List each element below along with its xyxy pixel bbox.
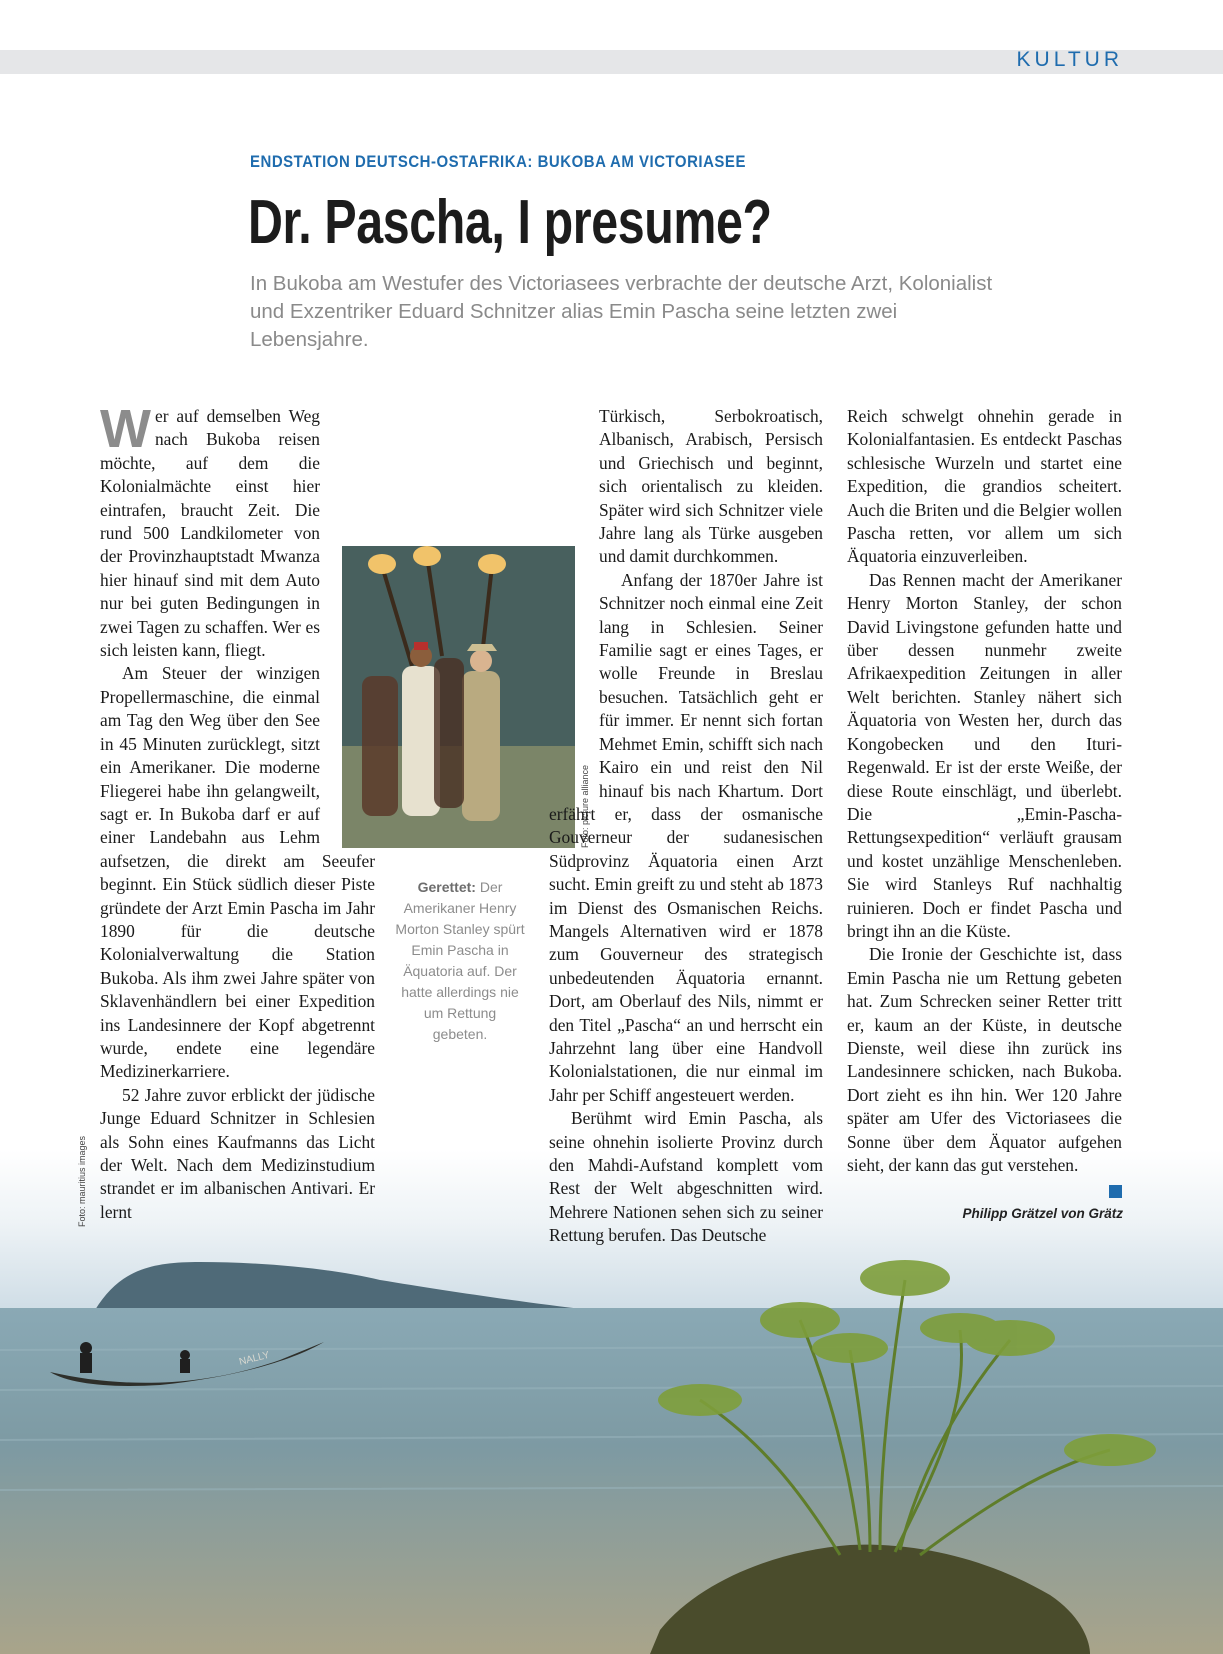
paragraph: Reich schwelgt ohnehin gerade in Kolonialfantasien. Es entdeckt Paschas schlesische Wurzeln und startet eine Expedition, die grandios scheitert. Auch die Briten und die Belgier wollen Pascha retten, vor allem um sich Äquatoria einzuverleiben. xyxy=(847,406,1122,567)
illustration-caption xyxy=(395,877,525,1045)
article-column-2 xyxy=(549,405,823,1248)
article-title: Dr. Pascha, I presume? xyxy=(248,188,772,257)
paragraph: Berühmt wird Emin Pascha, als seine ohnehin isolierte Provinz durch den Mahdi-Aufstand komplett vom Rest der Welt abgeschnitten wird. Mehrere Nationen sehen sich zu seiner Rettung berufen. Das Deutsche xyxy=(549,1108,823,1246)
paragraph: Anfang der 1870er Jahre ist Schnitzer noch einmal eine Zeit lang in Schlesien. Seiner Familie sagt er eines Tages, er wolle Freunde in Breslau besuchen. Tatsächlich geht er für immer. Er nennt sich fortan Mehmet Emin, schifft sich nach Kairo ein und reist den Nil hinauf bis nach Khartum. Dort erfährt er, dass der osmanische Gouverneur der sudanesischen Südprovinz Äquatoria einen Arzt sucht. Emin greift zu und steht ab 1873 im Dienst des Osmanischen Reichs. Mangels Alternativen wird er 1878 zum Gouverneur des strategisch unbedeutenden Äquatoria ernannt. Dort, am Oberlauf des Nils, nimmt er den Titel „Pascha“ an und herrscht ein Jahrzehnt lang über eine Handvoll Kolonialstationen, die nur einmal im Jahr per Schiff angesteuert werden. xyxy=(549,569,823,1105)
image-wrap-spacer xyxy=(320,525,375,831)
paragraph: 52 Jahre zuvor erblickt der jüdische Junge Eduard Schnitzer in Schlesien als Sohn eines Kaufmanns das Licht der Welt. Nach dem Medizinstudium strandet er im albanischen Antivari. Er lernt xyxy=(100,1084,375,1222)
caption-lead: Gerettet: xyxy=(417,879,476,895)
boat-name: NALLY xyxy=(238,1349,271,1368)
image-wrap-spacer xyxy=(549,522,599,798)
drop-cap: W xyxy=(100,399,151,459)
lake-photo-credit: Foto: mauritius images xyxy=(77,1135,87,1227)
paragraph: Das Rennen macht der Amerikaner Henry Morton Stanley, der schon David Livingstone gefunden hatte und über dessen nunmehr zweite Afrikaexpedition Zeitungen in aller Welt berichten. Stanley nähert sich Äquatoria von Westen her, durch das Kongobecken und den Ituri-Regenwald. Er ist der erste Weiße, der diese Route einschlägt, und überlebt. Die „Emin-Pascha-Rettungsexpedition“ verläuft grausam und kostet unzählige Menschenleben. Sie wird Stanleys Ruf nachhaltig ruinieren. Doch er findet Pascha und bringt ihn an die Küste. xyxy=(847,569,1122,941)
paragraph: Wer auf demselben Weg nach Bukoba reisen möchte, auf dem die Kolonialmächte einst hier eintrafen, braucht Zeit. Die rund 500 Landkilometer von der Provinzhauptstadt Mwanza hier hinauf sind mit dem Auto nur bei guten Bedingungen in zwei Tagen zu schaffen. Wer es sich leisten kann, fliegt. xyxy=(100,399,320,661)
author-byline: Philipp Grätzel von Grätz xyxy=(962,1206,1123,1221)
section-label: KULTUR xyxy=(1016,48,1123,71)
caption-text: Der Amerikaner Henry Morton Stanley spürt Emin Pascha in Äquatoria auf. Der hatte allerdings nie um Rettung gebeten. xyxy=(395,879,525,1042)
paragraph: Die Ironie der Geschichte ist, dass Emin Pascha nie um Rettung gebeten hat. Zum Schrecken seiner Retter tritt er, kaum an der Küste, in deutsche Dienste, weil diese ihn zurück ins Landesinnere schicken, nach Bukoba. Dort zieht es ihn hin. Wer 120 Jahre später am Ufer des Victoriasees die Sonne über dem Äquator aufgehen sieht, der kann das gut verstehen. xyxy=(847,944,1122,1175)
end-mark xyxy=(1109,1185,1122,1198)
article-kicker: ENDSTATION DEUTSCH-OSTAFRIKA: BUKOBA AM VICTORIASEE xyxy=(250,152,746,171)
article-column-3 xyxy=(847,405,1122,1177)
paragraph: Türkisch, Serbokroatisch, Albanisch, Arabisch, Persisch und Griechisch und beginnt, sich orientalisch zu kleiden. Später wird sich Schnitzer viele Jahre lang als Türke ausgeben und damit durchkommen. xyxy=(599,406,823,567)
article-column-1 xyxy=(100,399,375,1224)
illustration-credit: Foto: picture alliance xyxy=(580,764,590,848)
article-deck: In Bukoba am Westufer des Victoriasees verbrachte der deutsche Arzt, Kolonialist und Exzentriker Eduard Schnitzer alias Emin Pascha seine letzten zwei Lebensjahre. xyxy=(250,272,993,351)
paragraph: Am Steuer der winzigen Propellermaschine, die einmal am Tag den Weg über den See in 45 Minuten zurücklegt, sitzt ein Amerikaner. Die moderne Fliegerei habe ihn gelangweilt, sagt er. In Bukoba darf er auf einer Landebahn aus Lehm aufsetzen, die direkt am Seeufer beginnt. Ein Stück südlich dieser Piste gründete der Arzt Emin Pascha im Jahr 1890 für die deutsche Kolonialverwaltung die Station Bukoba. Als ihm zwei Jahre später von Sklavenhändlern bei einer Expedition ins Landesinnere der Kopf abgetrennt wurde, endete eine legendäre Medizinerkarriere. xyxy=(100,663,375,1082)
historical-illustration xyxy=(342,546,575,848)
